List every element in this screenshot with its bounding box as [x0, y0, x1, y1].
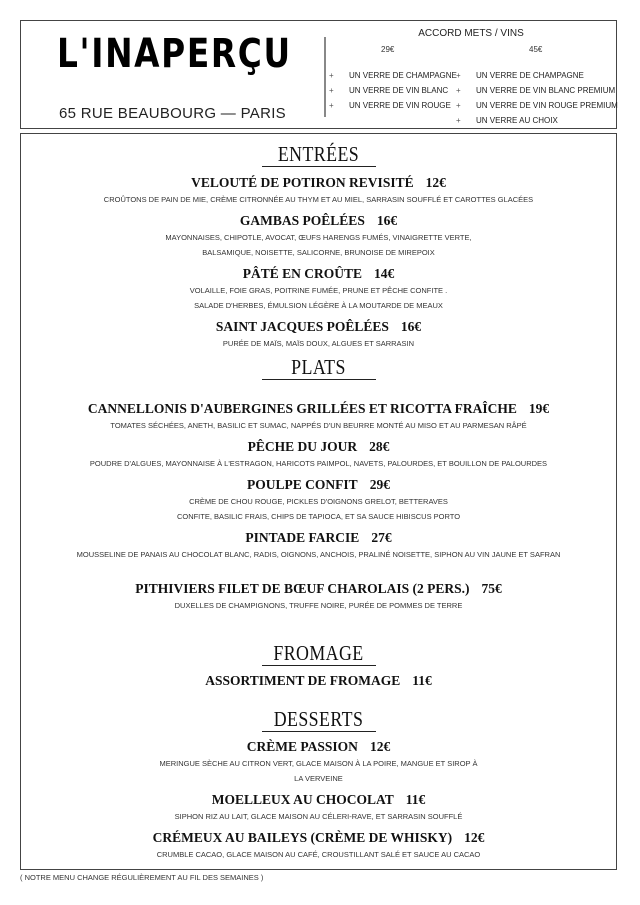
menu-item-description: MERINGUE SÈCHE AU CITRON VERT, GLACE MAISON À LA POIRE, MANGUE ET SIROP À — [159, 759, 478, 768]
menu-item — [21, 738, 616, 786]
menu-item — [21, 174, 616, 207]
menu-item-description: VOLAILLE, FOIE GRAS, POITRINE FUMÉE, PRUNE ET PÊCHE CONFITE . — [189, 286, 448, 295]
menu-section-desserts — [21, 707, 616, 867]
menu-item-title — [21, 174, 616, 192]
menu-item-title — [21, 738, 616, 756]
plus-icon: + — [456, 71, 461, 80]
menu-item-description: DUXELLES DE CHAMPIGNONS, TRUFFE NOIRE, PURÉE DE POMMES DE TERRE — [174, 601, 463, 610]
menu-item-price: 27€ — [371, 530, 392, 545]
pairing-item-label: UN VERRE DE CHAMPAGNE — [349, 71, 457, 80]
menu-item-description: CROÛTONS DE PAIN DE MIE, CRÈME CITRONNÉE AU THYM ET AU MIEL, SARRASIN SOUFFLÉ ET CAROTTES GLACÉES — [103, 195, 534, 204]
pairing-list-1 — [329, 68, 457, 113]
menu-item-price: 14€ — [374, 266, 395, 281]
menu-section-plats — [21, 355, 616, 618]
section-underline — [262, 166, 376, 167]
menu-item-price: 16€ — [400, 319, 422, 334]
menu-item-title — [21, 672, 616, 690]
menu-section-entrées — [21, 142, 616, 356]
menu-item-title — [21, 265, 616, 283]
divider — [324, 37, 326, 117]
restaurant-address: 65 RUE BEAUBOURG — PARIS — [59, 105, 286, 122]
menu-item-description: MOUSSELINE DE PANAIS AU CHOCOLAT BLANC, RADIS, OIGNONS, ANCHOIS, PRALINÉ NOISETTE, SIPHON AU VIN JAUNE ET SAFRAN — [76, 550, 561, 559]
menu-item-name: CRÉMEUX AU BAILEYS (CRÈME DE WHISKY) — [152, 830, 453, 845]
menu-item-title — [21, 529, 616, 547]
menu-item — [21, 829, 616, 862]
menu-item — [21, 318, 616, 351]
pairing-item — [456, 113, 618, 128]
menu-item-name: GAMBAS POÊLÉES — [239, 213, 365, 228]
menu-item-price: 11€ — [405, 792, 426, 807]
menu-item-title — [21, 791, 616, 809]
pairing-item — [329, 83, 457, 98]
section-heading: FROMAGE — [273, 641, 364, 665]
restaurant-header — [20, 20, 617, 129]
pairing-item — [329, 98, 457, 113]
menu-item-price: 12€ — [369, 739, 391, 754]
menu-item — [21, 529, 616, 562]
pairing-item-label: UN VERRE DE VIN BLANC PREMIUM — [476, 86, 616, 95]
section-underline — [262, 731, 376, 732]
section-heading: DESSERTS — [273, 707, 364, 731]
menu-item-description: CRÈME DE CHOU ROUGE, PICKLES D'OIGNONS GRELOT, BETTERAVES — [189, 497, 448, 506]
plus-icon: + — [329, 101, 334, 110]
wine-pairing-title: ACCORD METS / VINS — [418, 28, 524, 39]
menu-item-name: PÂTÉ EN CROÛTE — [242, 266, 362, 281]
menu-section-fromage — [21, 641, 616, 695]
restaurant-logo: L'INAPERÇU — [57, 31, 292, 77]
menu-item — [21, 672, 616, 690]
menu-item — [21, 476, 616, 524]
menu-item-name: ASSORTIMENT DE FROMAGE — [205, 673, 401, 688]
menu-item-name: POULPE CONFIT — [247, 477, 358, 492]
menu-item-name: PÊCHE DU JOUR — [247, 439, 358, 454]
menu-item-name: CRÈME PASSION — [246, 739, 358, 754]
pairing-price-1: 29€ — [381, 45, 395, 54]
menu-item-description: TOMATES SÉCHÉES, ANETH, BASILIC ET SUMAC, NAPPÉS D'UN BEURRE MONTÉ AU MISO ET AU PARMESAN RÂPÉ — [110, 421, 527, 430]
pairing-item-label: UN VERRE DE VIN BLANC — [349, 86, 449, 95]
menu-item-description: CRUMBLE CACAO, GLACE MAISON AU CAFÉ, CROUSTILLANT SALÉ ET SAUCE AU CACAO — [156, 850, 481, 859]
pairing-item — [456, 68, 618, 83]
menu-item-title — [21, 400, 616, 418]
menu-item-price: 12€ — [464, 830, 485, 845]
menu-item-name: VELOUTÉ DE POTIRON REVISITÉ — [191, 175, 414, 190]
plus-icon: + — [456, 86, 461, 95]
menu-item-title — [21, 318, 616, 336]
menu-item-description: SIPHON RIZ AU LAIT, GLACE MAISON AU CÉLERI-RAVE, ET SARRASIN SOUFFLÉ — [174, 812, 463, 821]
menu-item-description: MAYONNAISES, CHIPOTLE, AVOCAT, ŒUFS HARENGS FUMÉS, VINAIGRETTE VERTE, — [165, 233, 472, 242]
section-heading: ENTRÉES — [277, 142, 360, 166]
plus-icon: + — [329, 86, 334, 95]
plus-icon: + — [329, 71, 334, 80]
menu-item-name: PINTADE FARCIE — [245, 530, 360, 545]
pairing-item-label: UN VERRE DE CHAMPAGNE — [476, 71, 584, 80]
plus-icon: + — [456, 116, 461, 125]
pairing-list-2 — [456, 68, 618, 128]
menu-item-price: 28€ — [369, 439, 390, 454]
pairing-item-label: UN VERRE DE VIN ROUGE PREMIUM — [476, 101, 618, 110]
menu-item-title — [21, 438, 616, 456]
menu-item — [21, 212, 616, 260]
menu-item — [21, 400, 616, 433]
pairing-item — [456, 98, 618, 113]
menu-item-description: SALADE D'HERBES, ÉMULSION LÉGÈRE À LA MOUTARDE DE MEAUX — [194, 301, 443, 310]
menu-item-title — [21, 829, 616, 847]
menu-item-description: PURÉE DE MAÏS, MAÏS DOUX, ALGUES ET SARRASIN — [222, 339, 415, 348]
menu-item-name: SAINT JACQUES POÊLÉES — [215, 319, 389, 334]
menu-item-name: PITHIVIERS FILET DE BŒUF CHAROLAIS (2 PERS.) — [135, 581, 470, 596]
menu-item — [21, 580, 616, 613]
menu-item-price: 16€ — [376, 213, 398, 228]
pairing-item-label: UN VERRE DE VIN ROUGE — [349, 101, 451, 110]
menu-item — [21, 438, 616, 471]
pairing-price-2: 45€ — [529, 45, 543, 54]
menu-item-title — [21, 212, 616, 230]
section-heading: PLATS — [291, 355, 346, 379]
menu-body — [20, 133, 617, 870]
menu-item-price: 29€ — [369, 477, 390, 492]
section-underline — [262, 665, 376, 666]
menu-item-price: 19€ — [528, 401, 550, 416]
menu-item — [21, 265, 616, 313]
menu-item-title — [21, 580, 616, 598]
menu-item-name: MOELLEUX AU CHOCOLAT — [211, 792, 394, 807]
menu-item-description: LA VERVEINE — [294, 774, 343, 783]
pairing-item-label: UN VERRE AU CHOIX — [476, 116, 558, 125]
menu-item — [21, 791, 616, 824]
section-underline — [262, 379, 376, 380]
menu-item-name: CANNELLONIS D'AUBERGINES GRILLÉES ET RICOTTA FRAÎCHE — [87, 401, 517, 416]
menu-item-description: POUDRE D'ALGUES, MAYONNAISE À L'ESTRAGON, HARICOTS PAIMPOL, NAVETS, PALOURDES, ET BOUILLON DE PALOURDES — [89, 459, 548, 468]
menu-item-price: 12€ — [425, 175, 446, 190]
menu-item-price: 11€ — [412, 673, 432, 688]
footer-note: ( NOTRE MENU CHANGE RÉGULIÈREMENT AU FIL DES SEMAINES ) — [20, 873, 264, 882]
pairing-item — [456, 83, 618, 98]
menu-item-price: 75€ — [481, 581, 502, 596]
menu-item-description: CONFITE, BASILIC FRAIS, CHIPS DE TAPIOCA, ET SA SAUCE HIBISCUS PORTO — [176, 512, 461, 521]
menu-item-description: BALSAMIQUE, NOISETTE, SALICORNE, BRUNOISE DE MIREPOIX — [202, 248, 435, 257]
pairing-item — [329, 68, 457, 83]
menu-item-title — [21, 476, 616, 494]
plus-icon: + — [456, 101, 461, 110]
